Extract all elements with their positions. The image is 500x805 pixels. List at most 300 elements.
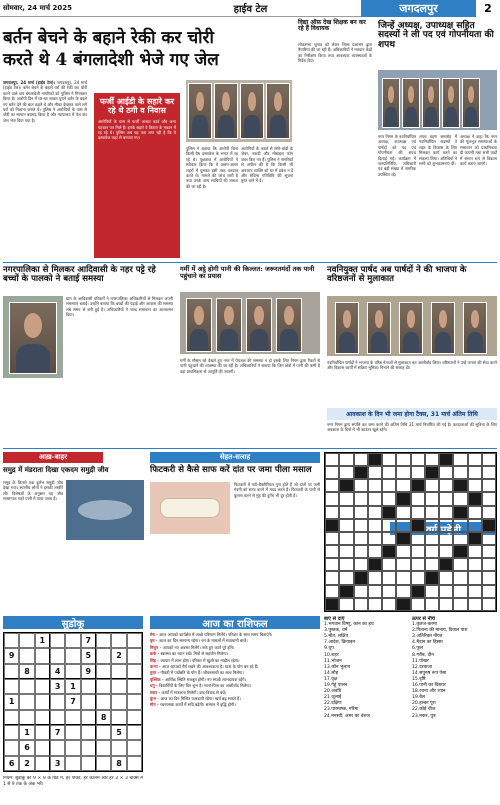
crossword-cell[interactable]: [339, 545, 353, 558]
crossword-block: [354, 466, 368, 479]
sudoku-cell[interactable]: [19, 633, 34, 648]
crossword-cell[interactable]: [411, 571, 425, 584]
sudoku-cell[interactable]: [81, 679, 96, 694]
crossword-clue: 20.अवधि: [324, 689, 342, 695]
person-image: [422, 78, 440, 128]
sudoku-cell[interactable]: [81, 710, 96, 725]
crossword-block: [411, 519, 425, 532]
crossword-cell[interactable]: [439, 545, 453, 558]
crossword-cell[interactable]: [482, 598, 496, 611]
sudoku-cell[interactable]: [111, 740, 126, 755]
crossword-cell[interactable]: [354, 519, 368, 532]
crossword-cell[interactable]: [468, 506, 482, 519]
crossword-cell[interactable]: [368, 519, 382, 532]
crossword-cell[interactable]: [339, 466, 353, 479]
crossword-cell[interactable]: [325, 453, 339, 466]
sudoku-title: सुडोकू: [3, 616, 143, 629]
crossword-cell[interactable]: [468, 545, 482, 558]
issue-date: सोमवार, 24 मार्च 2025: [3, 3, 72, 12]
crossword-block: [482, 519, 496, 532]
sudoku-cell[interactable]: 6: [19, 740, 34, 755]
rashifal-item: [150, 677, 320, 682]
crossword-block: [325, 519, 339, 532]
sudoku-cell[interactable]: 9: [81, 664, 96, 679]
mid-center-headline: गर्मी में अट्ठे होगी पानी की किल्लत: जरूरतमंदों तक पानी पहुंचाने का प्रयास: [180, 265, 315, 280]
crossword-block: [396, 532, 410, 545]
sudoku-cell[interactable]: [96, 725, 111, 740]
crossword-down: [412, 616, 497, 802]
crossword-cell[interactable]: [354, 453, 368, 466]
crossword-cell[interactable]: [325, 585, 339, 598]
crossword-cell[interactable]: [325, 506, 339, 519]
rashifal-title: आज का राशिफल: [150, 616, 320, 629]
crossword-clue: 15.दृष्टि: [412, 676, 426, 682]
crossword-cell[interactable]: [468, 598, 482, 611]
crossword-cell[interactable]: [396, 571, 410, 584]
sudoku-cell[interactable]: [81, 725, 96, 740]
sudoku-cell[interactable]: [111, 633, 126, 648]
sudoku-cell[interactable]: [65, 710, 80, 725]
crossword-clue: 19.गेहूं पालन: [324, 683, 348, 689]
rashifal-item: [150, 658, 320, 663]
crossword-cell[interactable]: [468, 466, 482, 479]
crossword-cell[interactable]: [439, 585, 453, 598]
sudoku-cell[interactable]: [50, 710, 65, 725]
sudoku-cell[interactable]: [111, 694, 126, 709]
lower-center-headline: फिटकरी से कैसे साफ करें दांत पर जमा पीला मसाल: [150, 465, 312, 475]
crossword-clue: 23.मकर, पुत्र: [412, 713, 436, 719]
crossword-clue: 9.धूप: [324, 646, 334, 652]
lead-column-3: आरोपियों के कब्जे से सोने-चांदी के जेवर, नकदी और मोबाइल फोन जब्त किए गए हैं। पुलिस ने नागरिकों से अपील की है कि किसी भी अनजान व्यक्ति को घर में प्रवेश न दें और संदिग्ध गतिविधि की सूचना तुरंत थाने में दें।: [241, 146, 293, 184]
sudoku-cell[interactable]: [127, 679, 142, 694]
person-image: [276, 298, 302, 352]
sudoku-cell[interactable]: [65, 756, 80, 771]
crossword-cell[interactable]: [354, 598, 368, 611]
crossword-clue: 4.मैदान का हिस्सा: [412, 640, 443, 646]
crossword-clue: 24.मनस्वी, अमर का वंशज: [324, 713, 370, 719]
sudoku-cell[interactable]: 7: [50, 725, 65, 740]
sudoku-cell[interactable]: 5: [81, 648, 96, 663]
crossword-cell[interactable]: [396, 585, 410, 598]
red-box-body: आरोपियों के पास से फर्जी आधार कार्ड और अन्य पहचान पत्र मिले हैं। इनके सहारे वे किराए के मकान में रह रहे थे। पुलिस अब यह पता लगा रही है कि ये दस्तावेज कहां से बनवाए गए।: [98, 119, 176, 140]
sudoku-cell[interactable]: [4, 633, 19, 648]
crossword-cell[interactable]: [482, 532, 496, 545]
crossword-cell[interactable]: [396, 545, 410, 558]
lower-center-body: फिटकरी में एंटी-बैक्टीरियल गुण होते हैं जो दांतों पर जमी गंदगी को साफ करने में मदद करते हैं। फिटकरी के पानी से कुल्ला करने से मुंह की दुर्गंध भी दूर होती है।: [234, 482, 320, 498]
divider: [3, 262, 497, 263]
crossword-block: [382, 506, 396, 519]
sudoku-cell[interactable]: [96, 679, 111, 694]
crossword-cell[interactable]: [425, 506, 439, 519]
sudoku-cell[interactable]: 9: [4, 648, 19, 663]
sudoku-cell[interactable]: [35, 694, 50, 709]
crossword-cell[interactable]: [382, 585, 396, 598]
crossword-cell[interactable]: [439, 479, 453, 492]
sudoku-cell[interactable]: [35, 679, 50, 694]
crossword-cell[interactable]: [354, 545, 368, 558]
crossword-clue: 14.लौह: [324, 670, 339, 676]
crossword-cell[interactable]: [396, 558, 410, 571]
crossword-cell[interactable]: [453, 466, 467, 479]
sudoku-cell[interactable]: [35, 740, 50, 755]
crossword-block: [396, 492, 410, 505]
sudoku-cell[interactable]: 1: [35, 633, 50, 648]
crossword-block: [468, 492, 482, 505]
sudoku-cell[interactable]: [127, 648, 142, 663]
rashi-sign: मकर -: [150, 689, 162, 695]
rashi-text: आज आपको कार्यक्षेत्र में अच्छे परिणाम मिलेंगे। परिवार के साथ समय बिताएंगे।: [159, 632, 273, 637]
crossword-cell[interactable]: [482, 492, 496, 505]
crossword-cell[interactable]: [339, 598, 353, 611]
crossword-cell[interactable]: [382, 571, 396, 584]
crossword-block: [468, 532, 482, 545]
sudoku-cell[interactable]: 1: [65, 679, 80, 694]
crossword-clue: 6.फूल: [412, 646, 424, 652]
rashi-sign: कुंभ -: [150, 696, 161, 702]
rashi-text: नौकरी में पदोन्नति के योग हैं। जीवनसाथी का साथ मिलेगा।: [160, 670, 244, 676]
crossword-block: [453, 506, 467, 519]
crossword-cell[interactable]: [339, 532, 353, 545]
crossword-cell[interactable]: [482, 506, 496, 519]
lead-headline-1: बर्तन बेचने के बहाने रेकी कर चोरी: [3, 28, 214, 48]
sudoku-cell[interactable]: [96, 740, 111, 755]
sudoku-cell[interactable]: [35, 710, 50, 725]
crossword-grid[interactable]: [324, 452, 497, 612]
person-image: [188, 83, 212, 139]
crossword-clue: 3.पुस्तक, धर्म: [324, 628, 348, 634]
crossword-cell[interactable]: [368, 545, 382, 558]
sudoku-cell[interactable]: [35, 756, 50, 771]
sudoku-cell[interactable]: 7: [81, 633, 96, 648]
rashi-sign: धनु -: [150, 683, 160, 689]
rashi-sign: वृश्चिक -: [150, 676, 166, 682]
crossword-cell[interactable]: [468, 453, 482, 466]
crossword-cell[interactable]: [354, 585, 368, 598]
crossword-cell[interactable]: [382, 532, 396, 545]
crossword-cell[interactable]: [339, 453, 353, 466]
crossword-cell[interactable]: [339, 506, 353, 519]
crossword-cell[interactable]: [425, 519, 439, 532]
crossword-cell[interactable]: [368, 598, 382, 611]
crossword-cell[interactable]: [453, 571, 467, 584]
crossword-cell[interactable]: [396, 466, 410, 479]
crossword-cell[interactable]: [368, 492, 382, 505]
crossword-cell[interactable]: [439, 492, 453, 505]
crossword-block: [339, 479, 353, 492]
crossword-cell[interactable]: [411, 558, 425, 571]
sudoku-cell[interactable]: [96, 633, 111, 648]
page-number: 2: [476, 0, 500, 17]
sudoku-cell[interactable]: [96, 648, 111, 663]
crossword-cell[interactable]: [339, 571, 353, 584]
crossword-cell[interactable]: [453, 492, 467, 505]
crossword-cell[interactable]: [425, 545, 439, 558]
paper-name: हाईव टेल: [233, 4, 268, 15]
crossword-block: [396, 598, 410, 611]
crossword-block: [339, 585, 353, 598]
sudoku-cell[interactable]: [127, 694, 142, 709]
crossword-clue: 12.दरवाजा: [412, 664, 432, 670]
rashifal-item: [150, 696, 320, 701]
sudoku-cell[interactable]: [81, 756, 96, 771]
crossword-cell[interactable]: [439, 466, 453, 479]
sudoku-cell[interactable]: [111, 679, 126, 694]
crossword-cell[interactable]: [453, 519, 467, 532]
crossword-cell[interactable]: [382, 519, 396, 532]
crossword-block: [439, 558, 453, 571]
sudoku-cell[interactable]: [50, 633, 65, 648]
rashi-text: विद्यार्थियों के लिए दिन शुभ है। माता-पिता का आशीर्वाद मिलेगा।: [159, 683, 252, 689]
crossword-cell[interactable]: [468, 519, 482, 532]
sudoku-cell[interactable]: [81, 694, 96, 709]
crossword-block: [382, 545, 396, 558]
crossword-clue: 21.जुलाई: [324, 695, 342, 701]
city-tag: जगदलपुर: [361, 0, 476, 17]
crossword-cell[interactable]: [411, 532, 425, 545]
rashi-sign: कर्क -: [150, 651, 161, 657]
crossword-block: [425, 466, 439, 479]
crossword-clue: 1.कृतज-करमा: [412, 622, 437, 628]
sudoku-cell[interactable]: [19, 694, 34, 709]
sudoku-cell[interactable]: [19, 710, 34, 725]
sudoku-cell[interactable]: [50, 648, 65, 663]
crossword-cell[interactable]: [439, 571, 453, 584]
lower-center-tag: सेहत-सलाह: [150, 452, 320, 463]
sudoku-cell[interactable]: [4, 710, 19, 725]
crossword-cell[interactable]: [482, 558, 496, 571]
sudoku-cell[interactable]: 4: [50, 664, 65, 679]
sudoku-cell[interactable]: [19, 648, 34, 663]
crossword-cell[interactable]: [482, 453, 496, 466]
crossword-cell[interactable]: [425, 492, 439, 505]
rashifal-item: [150, 683, 320, 688]
crossword-clue: 7.आदेश, क्रियाइन: [324, 640, 355, 646]
crossword-cell[interactable]: [382, 479, 396, 492]
lead-column-1: [3, 80, 87, 258]
crossword-clue: 18.रचना और ध्यान: [412, 689, 446, 695]
rashi-text: आज का दिन सामान्य रहेगा। धन के मामलों में सावधानी बरतें।: [158, 638, 248, 644]
crossword-cell[interactable]: [368, 506, 382, 519]
crossword-cell[interactable]: [354, 532, 368, 545]
sudoku-cell[interactable]: [65, 725, 80, 740]
crossword-cell[interactable]: [468, 558, 482, 571]
crossword-cell[interactable]: [453, 532, 467, 545]
sudoku-cell[interactable]: [65, 740, 80, 755]
crossword-cell[interactable]: [425, 532, 439, 545]
crossword-cell[interactable]: [396, 519, 410, 532]
sudoku-cell[interactable]: 7: [65, 694, 80, 709]
across-heading: बाएं से दाएं: [324, 616, 345, 622]
crossword-clue: 2.पिताना की मानाय, दिवाल पाश: [412, 628, 468, 634]
lead-column-2: पुलिस ने बताया कि आरोपी बिना किसी वैध दस्तावेज के भारत में रह रहे थे। पूछताछ में आरोपियों ने स्वीकार किया कि वे अलग-अलग शहरों में घूमकर इसी तरह वारदात करते थे। मामले की जांच जारी है तथा उनके अन्य साथियों की तलाश की जा रही है।: [186, 146, 238, 189]
sudoku-cell[interactable]: [96, 694, 111, 709]
side-story-headline: विद्या ऑफ़ देख शिक्षक बन कर रहे हैं विधायक: [298, 19, 366, 33]
crossword-cell[interactable]: [425, 585, 439, 598]
crossword-cell[interactable]: [339, 492, 353, 505]
sudoku-cell[interactable]: [111, 664, 126, 679]
crossword-cell[interactable]: [368, 532, 382, 545]
crossword-cell[interactable]: [482, 571, 496, 584]
sudoku-cell[interactable]: 8: [96, 710, 111, 725]
crossword-block: [411, 585, 425, 598]
crossword-block: [453, 545, 467, 558]
crossword-clue: 10.शहर: [324, 652, 339, 658]
crossword-cell[interactable]: [482, 479, 496, 492]
crossword-cell[interactable]: [453, 453, 467, 466]
crossword-cell[interactable]: [368, 466, 382, 479]
crossword-cell[interactable]: [482, 466, 496, 479]
sudoku-cell[interactable]: 5: [111, 725, 126, 740]
crossword-cell[interactable]: [453, 558, 467, 571]
crossword-cell[interactable]: [325, 492, 339, 505]
crossword-cell[interactable]: [325, 466, 339, 479]
sudoku-cell[interactable]: [50, 694, 65, 709]
sudoku-cell[interactable]: [65, 633, 80, 648]
crossword-cell[interactable]: [382, 492, 396, 505]
sudoku-cell[interactable]: 1: [19, 725, 34, 740]
sudoku-cell[interactable]: [127, 725, 142, 740]
sudoku-cell[interactable]: [65, 648, 80, 663]
sudoku-cell[interactable]: 3: [50, 679, 65, 694]
crossword-cell[interactable]: [325, 545, 339, 558]
rashi-text: स्वास्थ्य का ध्यान रखें। मित्रों से सहयोग मिलेगा।: [160, 651, 229, 657]
rashi-text: व्यापार में लाभ होगा। परिवार में खुशी का माहौल रहेगा।: [160, 657, 240, 663]
crossword-cell[interactable]: [325, 558, 339, 571]
red-box-title: फर्जी आईडी के सहारे कर रहे थे ठगी व निवास: [99, 97, 175, 116]
crossword-cell[interactable]: [354, 506, 368, 519]
crossword-block: [368, 453, 382, 466]
tax-headline: आवकाश के दिन भी जमा होगा टैक्स, 31 मार्च अंतिम तिथि: [327, 408, 497, 420]
sudoku-cell[interactable]: [19, 679, 34, 694]
crossword-cell[interactable]: [368, 585, 382, 598]
crossword-clue: 23.पारमाष्क, गरिमा: [324, 707, 359, 713]
crossword-cell[interactable]: [482, 545, 496, 558]
sudoku-cell[interactable]: [111, 710, 126, 725]
crossword-cell[interactable]: [382, 453, 396, 466]
sudoku-cell[interactable]: 6: [4, 756, 19, 771]
sudoku-cell[interactable]: [127, 756, 142, 771]
crossword-cell[interactable]: [411, 466, 425, 479]
crossword-cell[interactable]: [396, 453, 410, 466]
crossword-cell[interactable]: [411, 492, 425, 505]
sudoku-cell[interactable]: [4, 725, 19, 740]
crossword-cell[interactable]: [411, 598, 425, 611]
mid-center-body: गर्मी के मौसम को देखते हुए नगर में पेयजल की समस्या न हो इसके लिए निगम द्वारा टैंकरों से पानी पहुंचाने की व्यवस्था की जा रही है। अधिकारियों ने बताया कि जिन क्षेत्रों में पानी की कमी है वहां प्राथमिकता से आपूर्ति की जाएगी।: [180, 358, 320, 374]
crossword-cell[interactable]: [354, 492, 368, 505]
crossword-cell[interactable]: [368, 571, 382, 584]
person-image: [186, 298, 212, 352]
crossword-cell[interactable]: [425, 598, 439, 611]
sudoku-cell[interactable]: [50, 740, 65, 755]
crossword-across: [324, 616, 409, 802]
sudoku-cell[interactable]: [65, 664, 80, 679]
sudoku-cell[interactable]: [127, 710, 142, 725]
crossword-cell[interactable]: [439, 506, 453, 519]
mid-left-photo: [3, 296, 63, 378]
accused-photo: [186, 80, 292, 142]
crossword-cell[interactable]: [325, 571, 339, 584]
sudoku-cell[interactable]: [35, 725, 50, 740]
crossword-cell[interactable]: [453, 585, 467, 598]
crossword-cell[interactable]: [339, 558, 353, 571]
crossword-cell[interactable]: [468, 571, 482, 584]
crossword-cell[interactable]: [425, 558, 439, 571]
crossword-clue: 22.कोई चीज: [412, 707, 436, 713]
lead-byline: जगदलपुर, 24 मार्च (हाईव टेल)।: [3, 80, 56, 85]
person-image: [266, 83, 290, 139]
sudoku-cell[interactable]: [96, 664, 111, 679]
sudoku-cell[interactable]: [127, 664, 142, 679]
sudoku-cell[interactable]: 2: [111, 648, 126, 663]
crossword-cell[interactable]: [439, 532, 453, 545]
teeth-image: [160, 498, 220, 518]
sudoku-cell[interactable]: [127, 633, 142, 648]
crossword-cell[interactable]: [382, 598, 396, 611]
sudoku-cell[interactable]: [4, 679, 19, 694]
crossword-clue: 14.सपुरुष रूप ऐसा: [412, 670, 447, 676]
sudoku-cell[interactable]: [35, 648, 50, 663]
crossword-cell[interactable]: [368, 479, 382, 492]
sudoku-cell[interactable]: [81, 740, 96, 755]
crossword-cell[interactable]: [425, 479, 439, 492]
crossword-cell[interactable]: [468, 585, 482, 598]
rashifal-item: [150, 638, 320, 643]
crossword-cell[interactable]: [439, 519, 453, 532]
sudoku-cell[interactable]: 1: [4, 694, 19, 709]
crossword-cell[interactable]: [411, 506, 425, 519]
crossword-cell[interactable]: [453, 598, 467, 611]
crossword-clue: 1.भगवान विष्णु, कान का हथ: [324, 622, 374, 628]
crossword-cell[interactable]: [411, 453, 425, 466]
sudoku-cell[interactable]: 8: [19, 664, 34, 679]
rashifal-item: [150, 702, 320, 707]
sudoku-cell[interactable]: [96, 756, 111, 771]
crossword-cell[interactable]: [396, 506, 410, 519]
crossword-cell[interactable]: [425, 453, 439, 466]
lead-headline-2: करते थे 4 बंगलादेशी भेजे गए जेल: [3, 50, 219, 70]
crossword-cell[interactable]: [439, 598, 453, 611]
lower-left-body: समुद्र के किनारे एक दुर्लभ समुद्री जीव देखा गया। स्थानीय लोगों ने इसकी तस्वीरें ली। विशेषज्ञों के अनुसार यह जीव सामान्यतः गहरे पानी में पाया जाता है।: [3, 480, 63, 502]
sudoku-grid[interactable]: [3, 632, 143, 772]
sudoku-cell[interactable]: [127, 740, 142, 755]
crossword-clue: 20.हल्का पूरा: [412, 701, 436, 707]
crossword-cell[interactable]: [411, 545, 425, 558]
sudoku-cell[interactable]: [4, 664, 19, 679]
crossword-cell[interactable]: [382, 558, 396, 571]
sudoku-cell[interactable]: [4, 740, 19, 755]
crossword-cell[interactable]: [354, 558, 368, 571]
crossword-cell[interactable]: [482, 585, 496, 598]
person-image: [402, 78, 420, 128]
person-image: [216, 298, 242, 352]
crossword-cell[interactable]: [382, 466, 396, 479]
crossword-cell[interactable]: [354, 479, 368, 492]
crossword-cell[interactable]: [325, 532, 339, 545]
crossword-clue: 13.कौन भुलाय: [324, 664, 351, 670]
crossword-cell[interactable]: [339, 519, 353, 532]
crossword-cell[interactable]: [325, 479, 339, 492]
person-image: [335, 302, 359, 354]
crossword-cell[interactable]: [396, 479, 410, 492]
sudoku-cell[interactable]: [35, 664, 50, 679]
crossword-cell[interactable]: [468, 479, 482, 492]
crossword-clue: 5.मौत, लक्षित: [324, 634, 349, 640]
crossword-block: [411, 479, 425, 492]
sudoku-cell[interactable]: 8: [111, 756, 126, 771]
person-image: [240, 83, 264, 139]
sudoku-cell[interactable]: 3: [50, 756, 65, 771]
sudoku-cell[interactable]: 2: [19, 756, 34, 771]
